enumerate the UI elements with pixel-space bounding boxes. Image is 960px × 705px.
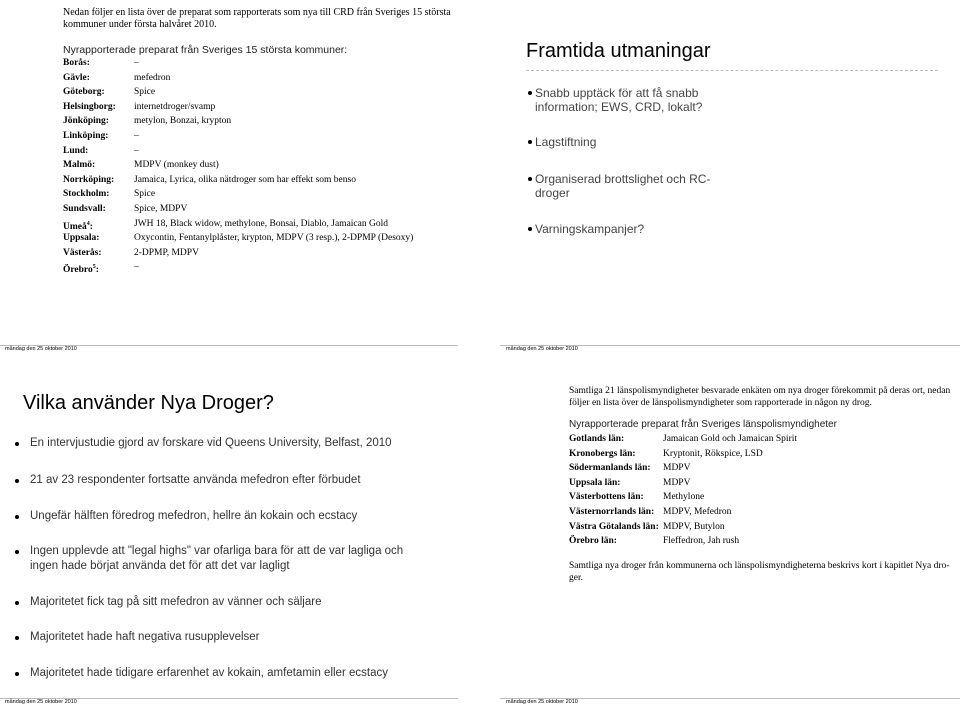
bullet-icon: [15, 636, 19, 640]
municipality-label: [63, 86, 105, 98]
substance-value: Oxycontin, Fentanylplåster, krypton, MDPV (3 resp.), 2-DPMP (Desoxy): [134, 233, 414, 244]
substance-value: MDPV: [663, 463, 691, 474]
municipality-label: [63, 174, 114, 186]
municipality-name: Helsingborg:: [63, 101, 116, 112]
bullet-icon: [15, 442, 19, 446]
substance-value: –: [134, 58, 139, 68]
substance-value: –: [134, 131, 139, 141]
bullet-text: information; EWS, CRD, lokalt?: [535, 100, 703, 114]
bullet-text: Majoritetet hade tidigare erfarenhet av kokain, amfetamin eller ecstacy: [30, 667, 388, 679]
municipality-label: Örebro$^5$:: [63, 264, 99, 276]
bullet-text: Organiserad brottslighet och RC-: [535, 172, 711, 186]
footnote-marker: 5: [92, 264, 96, 271]
substance-value: –: [134, 262, 139, 273]
municipality-name: Umeå: [63, 221, 87, 232]
list-item: [63, 130, 463, 142]
substance-value: 2-DPMP, MDPV: [134, 247, 199, 258]
bullet-icon: [15, 515, 19, 519]
substance-value: MDPV, Mefedron: [663, 507, 732, 517]
bullet-icon: [15, 550, 19, 554]
list-title: Nyrapporterade preparat från Sveriges 15 största kommuner:: [63, 44, 348, 56]
substance-value: Fleffedron, Jah rush: [663, 536, 740, 547]
list-item: [63, 218, 463, 230]
municipality-name: Uppsala:: [63, 233, 100, 244]
substance-value: metylon, Bonzai, krypton: [134, 116, 232, 127]
municipality-label: [63, 247, 102, 259]
district-label: Uppsala län:: [569, 477, 621, 488]
bullet-text: 21 av 23 respondenter fortsatte använda mefedron efter förbudet: [30, 474, 361, 486]
municipality-name: Lund:: [63, 145, 89, 156]
municipality-name: Borås:: [63, 58, 90, 68]
list-item: [63, 261, 463, 276]
slide-date: måndag den 25 oktober 2010: [506, 346, 578, 352]
substance-value: –: [134, 145, 139, 156]
substance-value: Jamaica, Lyrica, olika nätdroger som har effekt som benso: [134, 174, 356, 185]
municipality-name: Jönköping:: [63, 116, 109, 127]
slide-title: Vilka använder Nya Droger?: [23, 392, 274, 414]
district-label: Kronobergs län:: [569, 448, 636, 459]
district-label: Västernorrlands län:: [569, 507, 655, 517]
municipality-label: [63, 57, 90, 69]
municipality-label: [63, 159, 95, 171]
district-label: Västra Götalands län:: [569, 521, 659, 532]
slide-who-uses: [0, 352, 480, 705]
bullet-text: droger: [535, 186, 570, 200]
municipality-name: Stockholm:: [63, 189, 110, 200]
list-item: [63, 232, 463, 244]
list-item: [63, 86, 463, 98]
list-item: [569, 462, 939, 474]
slide-date: måndag den 25 oktober 2010: [5, 699, 77, 705]
bullet-text: Majoritetet fick tag på sitt mefedron av vänner och säljare: [30, 596, 322, 608]
substance-value: MDPV (monkey dust): [134, 160, 219, 171]
district-label: Södermanlands län:: [569, 463, 651, 474]
list-item: [569, 448, 939, 460]
list-item: [569, 477, 939, 489]
municipality-name: Linköping:: [63, 131, 109, 141]
list-item: [569, 433, 939, 445]
substance-value: Jamaican Gold och Jamaican Spirit: [663, 434, 798, 444]
list-item: [63, 57, 463, 69]
substance-value: mefedron: [134, 72, 171, 83]
footnote-marker: 4: [86, 220, 90, 227]
slide-municipalities: [0, 0, 480, 352]
municipality-name: Malmö:: [63, 160, 96, 171]
municipality-label: Umeå$^4$:: [63, 220, 93, 232]
district-label: Västerbottens län:: [569, 492, 644, 503]
list-item: [63, 115, 463, 127]
municipality-label: [63, 130, 108, 142]
slide-future-challenges: [500, 0, 960, 352]
list-item: [63, 145, 463, 157]
list-item: [63, 174, 463, 186]
municipality-name: Norrköping:: [63, 174, 115, 185]
bullet-text: Lagstiftning: [535, 135, 597, 149]
substance-value: Spice, MDPV: [134, 204, 188, 214]
slide-police-districts: [500, 352, 960, 705]
bullet-text: Ingen upplevde att "legal highs" var ofarliga bara för att de var lagliga och: [30, 545, 404, 557]
district-label: Gotlands län:: [569, 434, 625, 444]
bullet-icon: [528, 177, 532, 181]
bullet-icon: [528, 91, 532, 95]
municipality-label: [63, 145, 88, 157]
list-item: [63, 188, 463, 200]
municipality-name: Göteborg:: [63, 87, 105, 98]
list-title: Nyrapporterade preparat från Sveriges länspolismyndigheter: [569, 419, 837, 430]
bullet-text: Ungefär hälften föredrog mefedron, hellre än kokain och ecstacy: [30, 510, 358, 522]
municipality-label: [63, 203, 106, 215]
list-item: [63, 247, 463, 259]
outro-text: ger.: [569, 573, 583, 583]
substance-value: JWH 18, Black widow, methylone, Bonsai, Diablo, Jamaican Gold: [134, 218, 388, 229]
bullet-icon: [15, 672, 19, 676]
substance-value: Spice: [134, 87, 156, 98]
municipality-label: [63, 188, 109, 200]
municipality-name: Örebro: [63, 265, 93, 276]
bullet-text: Snabb upptäck för att få snabb: [535, 86, 699, 100]
municipality-name: Sundsvall:: [63, 204, 106, 214]
municipality-name: Västerås:: [63, 247, 102, 258]
bullet-text: ingen hade börjat använda det för att det var lagligt: [30, 560, 290, 572]
bullet-text: Majoritetet hade haft negativa rusupplevelser: [30, 631, 260, 643]
municipality-label: [63, 115, 109, 127]
substance-value: Kryptonit, Rökspice, LSD: [663, 448, 763, 459]
list-item: [63, 72, 463, 84]
municipality-label: [63, 232, 99, 244]
title-underline: [526, 70, 938, 71]
list-item: [569, 506, 939, 518]
municipality-label: [63, 101, 116, 113]
list-item: [569, 491, 939, 503]
intro-text: Samtliga 21 länspolismyndigheter besvarade enkäten om nya droger förekommit på deras ort, nedan: [569, 386, 951, 396]
substance-value: internetdroger/svamp: [134, 101, 216, 112]
slide-date: måndag den 25 oktober 2010: [506, 699, 578, 705]
bullet-icon: [15, 479, 19, 483]
intro-text: Nedan följer en lista över de preparat som rapporterats som nya till CRD från Sveriges 15 största kommuner under första halvåret 2010.: [63, 7, 451, 30]
bullet-icon: [528, 140, 532, 144]
list-item: [569, 535, 939, 547]
bullet-icon: [528, 227, 532, 231]
substance-value: MDPV: [663, 477, 691, 488]
list-item: [569, 521, 939, 533]
municipality-label: [63, 72, 90, 84]
slide-date: måndag den 25 oktober 2010: [5, 346, 77, 352]
intro-text: följer en lista över de länspolismyndigheter som rapporterade in någon ny drog.: [569, 398, 872, 408]
bullet-text: En intervjustudie gjord av forskare vid Queens University, Belfast, 2010: [30, 437, 392, 449]
municipality-name: Gävle:: [63, 72, 90, 83]
list-item: [63, 203, 463, 215]
slide-title: Framtida utmaningar: [526, 40, 711, 62]
list-item: [63, 159, 463, 171]
bullet-icon: [15, 601, 19, 605]
list-item: [63, 101, 463, 113]
district-label: Örebro län:: [569, 536, 617, 547]
substance-value: Spice: [134, 189, 156, 200]
bullet-text: Varningskampanjer?: [535, 222, 645, 236]
outro-text: Samtliga nya droger från kommunerna och länspolismyndigheterna beskrivs kort i kapitlet Nya dro-: [569, 561, 950, 571]
substance-value: Methylone: [663, 492, 705, 503]
substance-value: MDPV, Butylon: [663, 521, 725, 532]
